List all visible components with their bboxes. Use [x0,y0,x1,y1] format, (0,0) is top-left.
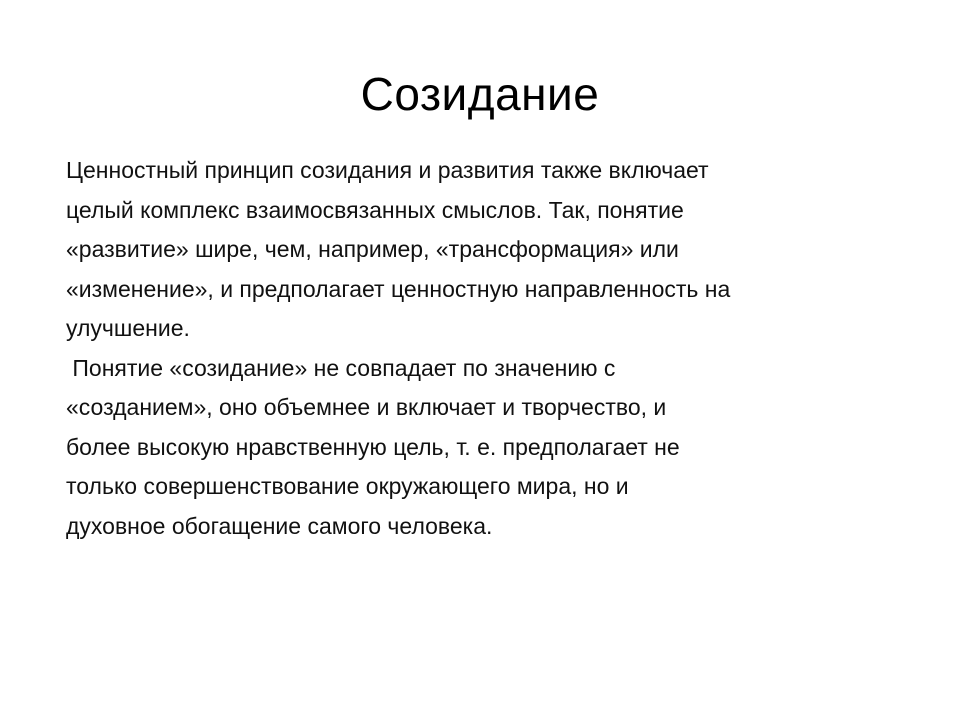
slide-title: Созидание [360,68,600,120]
body-line-7: «созданием», оно объемнее и включает и творчество, и [66,394,667,420]
body-line-10: духовное обогащение самого человека. [66,512,493,539]
slide-body [66,151,936,546]
body-line-3: «развитие» шире, чем, например, «трансформация» или [66,236,679,262]
body-line-1: Ценностный принцип созидания и развития также включает [66,157,709,183]
body-line-6: Понятие «созидание» не совпадает по значению с [66,354,616,381]
body-line-5: улучшение. [66,315,190,341]
body-line-9: только совершенствование окружающего мира, но и [66,473,629,499]
body-line-4: «изменение», и предполагает ценностную направленность на [66,275,731,302]
body-line-8: более высокую нравственную цель, т. е. предполагает не [66,433,680,460]
body-line-2: целый комплекс взаимосвязанных смыслов. Так, понятие [66,196,684,223]
